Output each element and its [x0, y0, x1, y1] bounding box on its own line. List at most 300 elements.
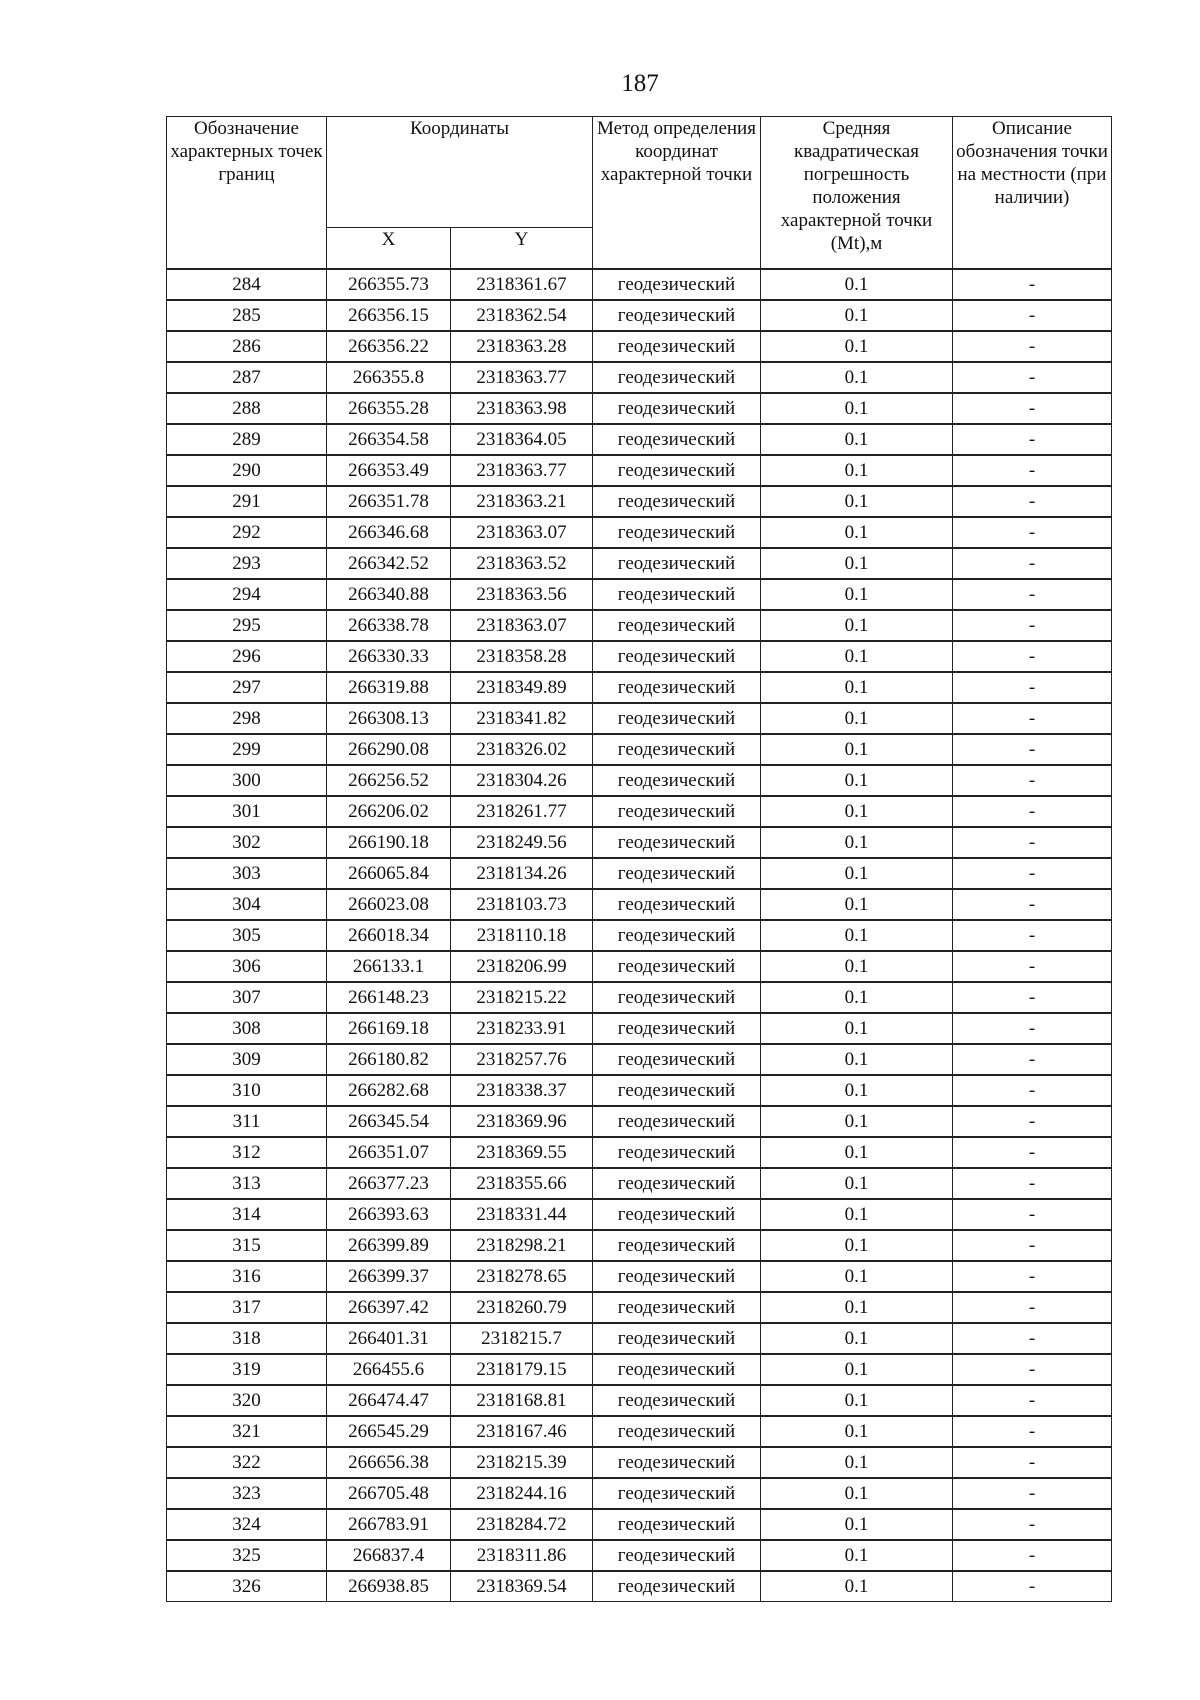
- table-row: [167, 1261, 1112, 1292]
- error-cell: 0.1: [761, 300, 953, 331]
- header-y: Y: [451, 228, 593, 270]
- table-row: [167, 269, 1112, 300]
- table-row: [167, 1385, 1112, 1416]
- error-cell: 0.1: [761, 1416, 953, 1447]
- y-cell: 2318363.07: [451, 517, 593, 548]
- x-cell: 266354.58: [327, 424, 451, 455]
- y-cell: 2318311.86: [451, 1540, 593, 1571]
- x-cell: 266393.63: [327, 1199, 451, 1230]
- method-cell: геодезический: [593, 362, 761, 393]
- table-row: [167, 1168, 1112, 1199]
- description-cell: -: [953, 269, 1112, 300]
- y-cell: 2318249.56: [451, 827, 593, 858]
- description-cell: -: [953, 548, 1112, 579]
- table-row: [167, 1354, 1112, 1385]
- point-cell: 299: [167, 734, 327, 765]
- table-row: [167, 858, 1112, 889]
- y-cell: 2318167.46: [451, 1416, 593, 1447]
- error-cell: 0.1: [761, 455, 953, 486]
- table-row: [167, 765, 1112, 796]
- x-cell: 266353.49: [327, 455, 451, 486]
- table-row: [167, 734, 1112, 765]
- table-row: [167, 548, 1112, 579]
- x-cell: 266545.29: [327, 1416, 451, 1447]
- method-cell: геодезический: [593, 393, 761, 424]
- y-cell: 2318260.79: [451, 1292, 593, 1323]
- x-cell: 266338.78: [327, 610, 451, 641]
- x-cell: 266290.08: [327, 734, 451, 765]
- y-cell: 2318338.37: [451, 1075, 593, 1106]
- table-row: [167, 1199, 1112, 1230]
- y-cell: 2318215.22: [451, 982, 593, 1013]
- x-cell: 266023.08: [327, 889, 451, 920]
- description-cell: -: [953, 703, 1112, 734]
- table-row: [167, 1323, 1112, 1354]
- y-cell: 2318349.89: [451, 672, 593, 703]
- error-cell: 0.1: [761, 1261, 953, 1292]
- y-cell: 2318361.67: [451, 269, 593, 300]
- error-cell: 0.1: [761, 858, 953, 889]
- description-cell: -: [953, 1075, 1112, 1106]
- method-cell: геодезический: [593, 1137, 761, 1168]
- description-cell: -: [953, 982, 1112, 1013]
- error-cell: 0.1: [761, 1509, 953, 1540]
- point-cell: 293: [167, 548, 327, 579]
- description-cell: -: [953, 1137, 1112, 1168]
- method-cell: геодезический: [593, 951, 761, 982]
- error-cell: 0.1: [761, 1478, 953, 1509]
- description-cell: -: [953, 1354, 1112, 1385]
- y-cell: 2318331.44: [451, 1199, 593, 1230]
- point-cell: 323: [167, 1478, 327, 1509]
- description-cell: -: [953, 1323, 1112, 1354]
- y-cell: 2318364.05: [451, 424, 593, 455]
- x-cell: 266346.68: [327, 517, 451, 548]
- error-cell: 0.1: [761, 1354, 953, 1385]
- x-cell: 266474.47: [327, 1385, 451, 1416]
- point-cell: 290: [167, 455, 327, 486]
- point-cell: 288: [167, 393, 327, 424]
- description-cell: -: [953, 1044, 1112, 1075]
- x-cell: 266377.23: [327, 1168, 451, 1199]
- point-cell: 308: [167, 1013, 327, 1044]
- header-error: Средняя квадратическая погрешность положения характерной точки (Mt),м: [761, 117, 953, 270]
- description-cell: -: [953, 1199, 1112, 1230]
- error-cell: 0.1: [761, 1230, 953, 1261]
- description-cell: -: [953, 362, 1112, 393]
- table-row: [167, 1013, 1112, 1044]
- method-cell: геодезический: [593, 1044, 761, 1075]
- table-row: [167, 1075, 1112, 1106]
- error-cell: 0.1: [761, 703, 953, 734]
- error-cell: 0.1: [761, 982, 953, 1013]
- error-cell: 0.1: [761, 672, 953, 703]
- description-cell: -: [953, 579, 1112, 610]
- x-cell: 266148.23: [327, 982, 451, 1013]
- description-cell: -: [953, 486, 1112, 517]
- x-cell: 266330.33: [327, 641, 451, 672]
- method-cell: геодезический: [593, 765, 761, 796]
- description-cell: -: [953, 951, 1112, 982]
- y-cell: 2318363.77: [451, 455, 593, 486]
- method-cell: геодезический: [593, 641, 761, 672]
- y-cell: 2318206.99: [451, 951, 593, 982]
- point-cell: 301: [167, 796, 327, 827]
- point-cell: 318: [167, 1323, 327, 1354]
- point-cell: 292: [167, 517, 327, 548]
- method-cell: геодезический: [593, 672, 761, 703]
- error-cell: 0.1: [761, 486, 953, 517]
- header-x: X: [327, 228, 451, 270]
- x-cell: 266455.6: [327, 1354, 451, 1385]
- method-cell: геодезический: [593, 1385, 761, 1416]
- method-cell: геодезический: [593, 1509, 761, 1540]
- method-cell: геодезический: [593, 982, 761, 1013]
- y-cell: 2318369.54: [451, 1571, 593, 1602]
- description-cell: -: [953, 331, 1112, 362]
- description-cell: -: [953, 1261, 1112, 1292]
- method-cell: геодезический: [593, 579, 761, 610]
- method-cell: геодезический: [593, 269, 761, 300]
- point-cell: 300: [167, 765, 327, 796]
- header-coordinates: Координаты: [327, 117, 593, 228]
- y-cell: 2318215.39: [451, 1447, 593, 1478]
- point-cell: 296: [167, 641, 327, 672]
- y-cell: 2318341.82: [451, 703, 593, 734]
- method-cell: геодезический: [593, 734, 761, 765]
- point-cell: 314: [167, 1199, 327, 1230]
- table-row: [167, 1106, 1112, 1137]
- error-cell: 0.1: [761, 610, 953, 641]
- error-cell: 0.1: [761, 1323, 953, 1354]
- table-row: [167, 1230, 1112, 1261]
- table-row: [167, 1571, 1112, 1602]
- error-cell: 0.1: [761, 1199, 953, 1230]
- point-cell: 320: [167, 1385, 327, 1416]
- y-cell: 2318363.28: [451, 331, 593, 362]
- method-cell: геодезический: [593, 1478, 761, 1509]
- x-cell: 266351.07: [327, 1137, 451, 1168]
- error-cell: 0.1: [761, 579, 953, 610]
- x-cell: 266397.42: [327, 1292, 451, 1323]
- x-cell: 266256.52: [327, 765, 451, 796]
- description-cell: -: [953, 1230, 1112, 1261]
- point-cell: 284: [167, 269, 327, 300]
- error-cell: 0.1: [761, 796, 953, 827]
- description-cell: -: [953, 672, 1112, 703]
- method-cell: геодезический: [593, 1571, 761, 1602]
- x-cell: 266342.52: [327, 548, 451, 579]
- y-cell: 2318363.56: [451, 579, 593, 610]
- description-cell: -: [953, 455, 1112, 486]
- method-cell: геодезический: [593, 796, 761, 827]
- y-cell: 2318244.16: [451, 1478, 593, 1509]
- error-cell: 0.1: [761, 1075, 953, 1106]
- table-row: [167, 579, 1112, 610]
- description-cell: -: [953, 827, 1112, 858]
- x-cell: 266351.78: [327, 486, 451, 517]
- x-cell: 266206.02: [327, 796, 451, 827]
- description-cell: -: [953, 1292, 1112, 1323]
- point-cell: 298: [167, 703, 327, 734]
- x-cell: 266345.54: [327, 1106, 451, 1137]
- method-cell: геодезический: [593, 1013, 761, 1044]
- error-cell: 0.1: [761, 734, 953, 765]
- table-row: [167, 1509, 1112, 1540]
- y-cell: 2318103.73: [451, 889, 593, 920]
- description-cell: -: [953, 1013, 1112, 1044]
- x-cell: 266282.68: [327, 1075, 451, 1106]
- x-cell: 266938.85: [327, 1571, 451, 1602]
- x-cell: 266018.34: [327, 920, 451, 951]
- table-row: [167, 827, 1112, 858]
- error-cell: 0.1: [761, 641, 953, 672]
- error-cell: 0.1: [761, 765, 953, 796]
- point-cell: 287: [167, 362, 327, 393]
- point-cell: 306: [167, 951, 327, 982]
- method-cell: геодезический: [593, 703, 761, 734]
- x-cell: 266319.88: [327, 672, 451, 703]
- x-cell: 266356.22: [327, 331, 451, 362]
- point-cell: 312: [167, 1137, 327, 1168]
- error-cell: 0.1: [761, 1168, 953, 1199]
- y-cell: 2318358.28: [451, 641, 593, 672]
- header-point: Обозначение характерных точек границ: [167, 117, 327, 270]
- point-cell: 285: [167, 300, 327, 331]
- x-cell: 266180.82: [327, 1044, 451, 1075]
- error-cell: 0.1: [761, 1044, 953, 1075]
- description-cell: -: [953, 1571, 1112, 1602]
- error-cell: 0.1: [761, 1013, 953, 1044]
- y-cell: 2318326.02: [451, 734, 593, 765]
- description-cell: -: [953, 1509, 1112, 1540]
- point-cell: 324: [167, 1509, 327, 1540]
- table-row: [167, 362, 1112, 393]
- description-cell: -: [953, 765, 1112, 796]
- table-row: [167, 424, 1112, 455]
- method-cell: геодезический: [593, 1447, 761, 1478]
- table-row: [167, 455, 1112, 486]
- error-cell: 0.1: [761, 393, 953, 424]
- error-cell: 0.1: [761, 517, 953, 548]
- point-cell: 303: [167, 858, 327, 889]
- y-cell: 2318134.26: [451, 858, 593, 889]
- method-cell: геодезический: [593, 1354, 761, 1385]
- description-cell: -: [953, 1540, 1112, 1571]
- description-cell: -: [953, 920, 1112, 951]
- point-cell: 311: [167, 1106, 327, 1137]
- x-cell: 266656.38: [327, 1447, 451, 1478]
- method-cell: геодезический: [593, 1416, 761, 1447]
- point-cell: 304: [167, 889, 327, 920]
- x-cell: 266065.84: [327, 858, 451, 889]
- y-cell: 2318363.21: [451, 486, 593, 517]
- y-cell: 2318284.72: [451, 1509, 593, 1540]
- y-cell: 2318362.54: [451, 300, 593, 331]
- point-cell: 289: [167, 424, 327, 455]
- table-row: [167, 331, 1112, 362]
- table-row: [167, 1540, 1112, 1571]
- method-cell: геодезический: [593, 1168, 761, 1199]
- error-cell: 0.1: [761, 1106, 953, 1137]
- error-cell: 0.1: [761, 951, 953, 982]
- method-cell: геодезический: [593, 1292, 761, 1323]
- point-cell: 295: [167, 610, 327, 641]
- description-cell: -: [953, 393, 1112, 424]
- point-cell: 286: [167, 331, 327, 362]
- table-row: [167, 1478, 1112, 1509]
- method-cell: геодезический: [593, 1230, 761, 1261]
- table-row: [167, 641, 1112, 672]
- method-cell: геодезический: [593, 920, 761, 951]
- x-cell: 266705.48: [327, 1478, 451, 1509]
- description-cell: -: [953, 858, 1112, 889]
- y-cell: 2318233.91: [451, 1013, 593, 1044]
- method-cell: геодезический: [593, 548, 761, 579]
- method-cell: геодезический: [593, 1199, 761, 1230]
- error-cell: 0.1: [761, 424, 953, 455]
- y-cell: 2318298.21: [451, 1230, 593, 1261]
- error-cell: 0.1: [761, 889, 953, 920]
- header-description: Описание обозначения точки на местности (при наличии): [953, 117, 1112, 270]
- y-cell: 2318215.7: [451, 1323, 593, 1354]
- point-cell: 307: [167, 982, 327, 1013]
- x-cell: 266190.18: [327, 827, 451, 858]
- point-cell: 294: [167, 579, 327, 610]
- table-row: [167, 393, 1112, 424]
- x-cell: 266783.91: [327, 1509, 451, 1540]
- method-cell: геодезический: [593, 1075, 761, 1106]
- x-cell: 266355.28: [327, 393, 451, 424]
- table-row: [167, 1137, 1112, 1168]
- table-header: [167, 117, 1112, 270]
- y-cell: 2318369.55: [451, 1137, 593, 1168]
- method-cell: геодезический: [593, 827, 761, 858]
- error-cell: 0.1: [761, 1447, 953, 1478]
- point-cell: 316: [167, 1261, 327, 1292]
- description-cell: -: [953, 1447, 1112, 1478]
- y-cell: 2318355.66: [451, 1168, 593, 1199]
- table-row: [167, 982, 1112, 1013]
- method-cell: геодезический: [593, 331, 761, 362]
- method-cell: геодезический: [593, 858, 761, 889]
- method-cell: геодезический: [593, 300, 761, 331]
- error-cell: 0.1: [761, 1385, 953, 1416]
- error-cell: 0.1: [761, 1540, 953, 1571]
- description-cell: -: [953, 1416, 1112, 1447]
- x-cell: 266355.8: [327, 362, 451, 393]
- x-cell: 266356.15: [327, 300, 451, 331]
- method-cell: геодезический: [593, 424, 761, 455]
- description-cell: -: [953, 889, 1112, 920]
- table-row: [167, 920, 1112, 951]
- table-row: [167, 486, 1112, 517]
- error-cell: 0.1: [761, 548, 953, 579]
- header-method: Метод определения координат характерной точки: [593, 117, 761, 270]
- y-cell: 2318261.77: [451, 796, 593, 827]
- x-cell: 266399.37: [327, 1261, 451, 1292]
- table-row: [167, 300, 1112, 331]
- method-cell: геодезический: [593, 455, 761, 486]
- y-cell: 2318179.15: [451, 1354, 593, 1385]
- description-cell: -: [953, 1168, 1112, 1199]
- description-cell: -: [953, 1385, 1112, 1416]
- x-cell: 266133.1: [327, 951, 451, 982]
- description-cell: -: [953, 300, 1112, 331]
- point-cell: 297: [167, 672, 327, 703]
- table-row: [167, 1292, 1112, 1323]
- coordinates-table: [166, 116, 1112, 1602]
- x-cell: 266401.31: [327, 1323, 451, 1354]
- table-row: [167, 1416, 1112, 1447]
- point-cell: 319: [167, 1354, 327, 1385]
- error-cell: 0.1: [761, 1571, 953, 1602]
- error-cell: 0.1: [761, 1137, 953, 1168]
- point-cell: 321: [167, 1416, 327, 1447]
- description-cell: -: [953, 796, 1112, 827]
- table-row: [167, 610, 1112, 641]
- point-cell: 325: [167, 1540, 327, 1571]
- table-row: [167, 1044, 1112, 1075]
- description-cell: -: [953, 734, 1112, 765]
- point-cell: 309: [167, 1044, 327, 1075]
- method-cell: геодезический: [593, 486, 761, 517]
- table-row: [167, 796, 1112, 827]
- table-row: [167, 672, 1112, 703]
- error-cell: 0.1: [761, 331, 953, 362]
- y-cell: 2318369.96: [451, 1106, 593, 1137]
- description-cell: -: [953, 424, 1112, 455]
- method-cell: геодезический: [593, 610, 761, 641]
- table-body: [167, 269, 1112, 1602]
- table-row: [167, 889, 1112, 920]
- table-row: [167, 951, 1112, 982]
- method-cell: геодезический: [593, 517, 761, 548]
- description-cell: -: [953, 517, 1112, 548]
- error-cell: 0.1: [761, 362, 953, 393]
- page-number: 187: [621, 70, 659, 97]
- error-cell: 0.1: [761, 269, 953, 300]
- x-cell: 266355.73: [327, 269, 451, 300]
- method-cell: геодезический: [593, 889, 761, 920]
- point-cell: 313: [167, 1168, 327, 1199]
- x-cell: 266169.18: [327, 1013, 451, 1044]
- point-cell: 305: [167, 920, 327, 951]
- error-cell: 0.1: [761, 827, 953, 858]
- y-cell: 2318363.07: [451, 610, 593, 641]
- description-cell: -: [953, 1478, 1112, 1509]
- error-cell: 0.1: [761, 1292, 953, 1323]
- point-cell: 317: [167, 1292, 327, 1323]
- y-cell: 2318278.65: [451, 1261, 593, 1292]
- point-cell: 326: [167, 1571, 327, 1602]
- description-cell: -: [953, 641, 1112, 672]
- x-cell: 266399.89: [327, 1230, 451, 1261]
- x-cell: 266308.13: [327, 703, 451, 734]
- y-cell: 2318304.26: [451, 765, 593, 796]
- y-cell: 2318363.98: [451, 393, 593, 424]
- error-cell: 0.1: [761, 920, 953, 951]
- x-cell: 266340.88: [327, 579, 451, 610]
- method-cell: геодезический: [593, 1106, 761, 1137]
- point-cell: 310: [167, 1075, 327, 1106]
- method-cell: геодезический: [593, 1540, 761, 1571]
- y-cell: 2318363.77: [451, 362, 593, 393]
- table-row: [167, 517, 1112, 548]
- y-cell: 2318363.52: [451, 548, 593, 579]
- point-cell: 291: [167, 486, 327, 517]
- x-cell: 266837.4: [327, 1540, 451, 1571]
